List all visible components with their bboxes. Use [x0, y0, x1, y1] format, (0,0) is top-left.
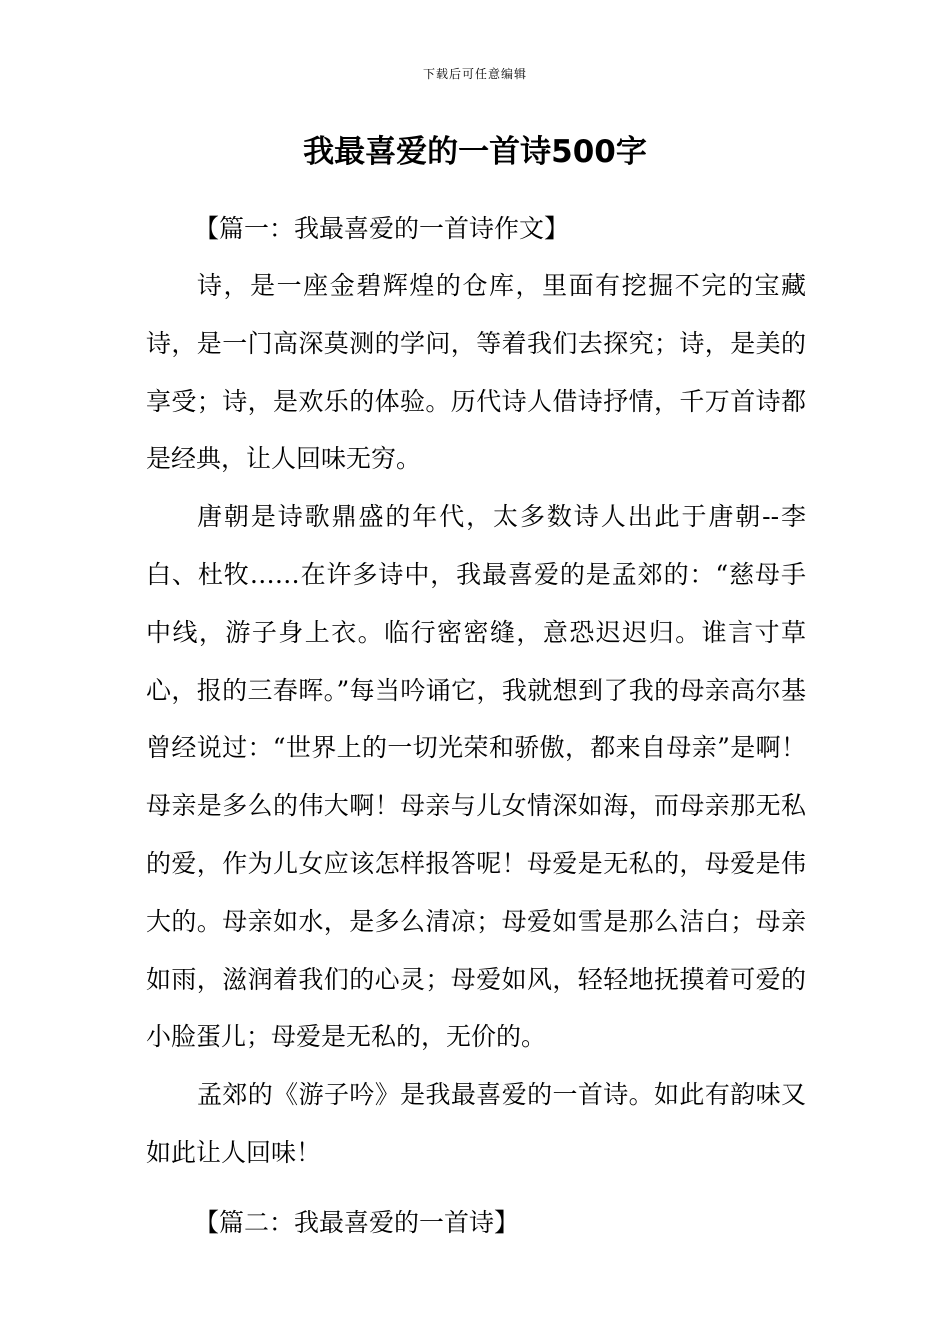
document-title: 我最喜爱的一首诗500字 — [303, 134, 647, 170]
page-header-note: 下载后可任意编辑 — [422, 67, 527, 81]
paragraph-2: 唐朝是诗歌鼎盛的年代，太多数诗人出此于唐朝--李白、杜牧……在许多诗中，我最喜爱的是孟郊的：“慈母手中线，游子身上衣。临行密密缝，意恐迟迟归。谁言寸草心，报的三春晖。”每当吟诵它，我就想到了我的母亲高尔基曾经说过：“世界上的一切光荣和骄傲，都来自母亲”是啊！母亲是多么的伟大啊！母亲与儿女情深如海，而母亲那无私的爱，作为儿女应该怎样报答呢！母爱是无私的，母爱是伟大的。母亲如水，是多么清凉；母爱如雪是那么洁白；母亲如雨，滋润着我们的心灵；母爱如风，轻轻地抚摸着可爱的小脸蛋儿；母爱是无私的，无价的。 — [146, 502, 806, 1052]
section-heading-2: 【篇二：我最喜爱的一首诗】 — [194, 1207, 520, 1237]
section-heading-1: 【篇一：我最喜爱的一首诗作文】 — [194, 214, 570, 243]
paragraph-1: 诗，是一座金碧辉煌的仓库，里面有挖掘不完的宝藏诗，是一门高深莫测的学问，等着我们去探究；诗，是美的享受；诗，是欢乐的体验。历代诗人借诗抒情，千万首诗都是经典，让人回味无穷。 — [146, 271, 806, 474]
document-body — [146, 200, 806, 1251]
paragraph-3: 孟郊的《游子吟》是我最喜爱的一首诗。如此有韵味又如此让人回味！ — [146, 1080, 806, 1167]
